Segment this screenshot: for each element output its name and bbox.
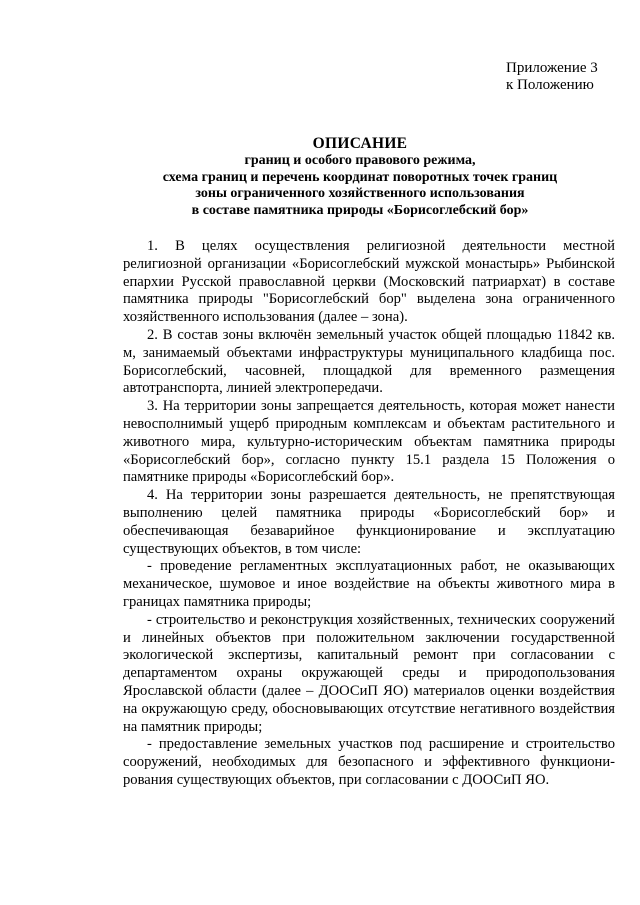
document-title bbox=[80, 135, 640, 219]
appendix-header bbox=[506, 60, 598, 94]
title-line: в составе памятника природы «Борисоглебский бор» bbox=[191, 202, 529, 218]
paragraph-2: 2. В состав зоны включён земельный участок общей площадью 11842 кв. м, занимаемый объектами инфраструктуры муниципального кладбища пос. Борисоглебский, часовней, площадкой для временного размещения автотранспорта, линией электропередачи. bbox=[123, 326, 615, 397]
document-body bbox=[123, 238, 615, 790]
title-main: ОПИСАНИЕ bbox=[312, 135, 408, 152]
paragraph-4: 4. На территории зоны разрешается деятельность, не препятствующая выполнению целей памятника природы «Борисоглебский бор» и обеспечивающая безаварийное функционирование и эксплуатацию существующих объектов, в том числе: bbox=[123, 487, 615, 557]
paragraph-1: 1. В целях осуществления религиозной деятельности местной религиозной организации «Борисоглебский мужской монастырь» Рыбинской епархии Русской православной церкви (Московский патриархат) в составе памятника природы "Борисоглебский бор" выделена зона ограниченного хозяйственного использования (далее – зона). bbox=[123, 238, 615, 326]
list-item: - проведение регламентных эксплуатационных работ, не оказывающих механическое, шумовое и иное воздействие на объекты животного мира в границах памятника природы; bbox=[123, 558, 615, 610]
list-item: - строительство и реконструкция хозяйственных, технических сооружений и линейных объектов при положительном заключении государственной экологической экспертизы, капитальный ремонт при согласовании с департаментом охраны окружающей среды и природопользования Ярославской области (далее – ДООСиП ЯО) материалов оценки воздействия на окружающую среду, обосновывающих отсутствие негативного воздействия на памятник природы; bbox=[123, 611, 615, 735]
appendix-reference: к Положению bbox=[506, 77, 594, 93]
title-line: схема границ и перечень координат поворотных точек границ bbox=[162, 169, 558, 185]
title-line: зоны ограниченного хозяйственного использования bbox=[195, 186, 525, 202]
title-line: границ и особого правового режима, bbox=[244, 153, 476, 168]
appendix-number: Приложение 3 bbox=[506, 60, 598, 76]
list-item: - предоставление земельных участков под расширение и строительство сооружений, необходимых для безопасного и эффективного функциони-рования существующих объектов, при согласовании с ДООСиП ЯО. bbox=[123, 736, 615, 788]
paragraph-3: 3. На территории зоны запрещается деятельность, которая может нанести невосполнимый ущерб природным комплексам и объектам растительного и животного мира, культурно-историческим объектам памятника природы «Борисоглебский бор», согласно пункту 15.1 раздела 15 Положения о памятнике природы «Борисоглебский бор». bbox=[123, 398, 615, 486]
